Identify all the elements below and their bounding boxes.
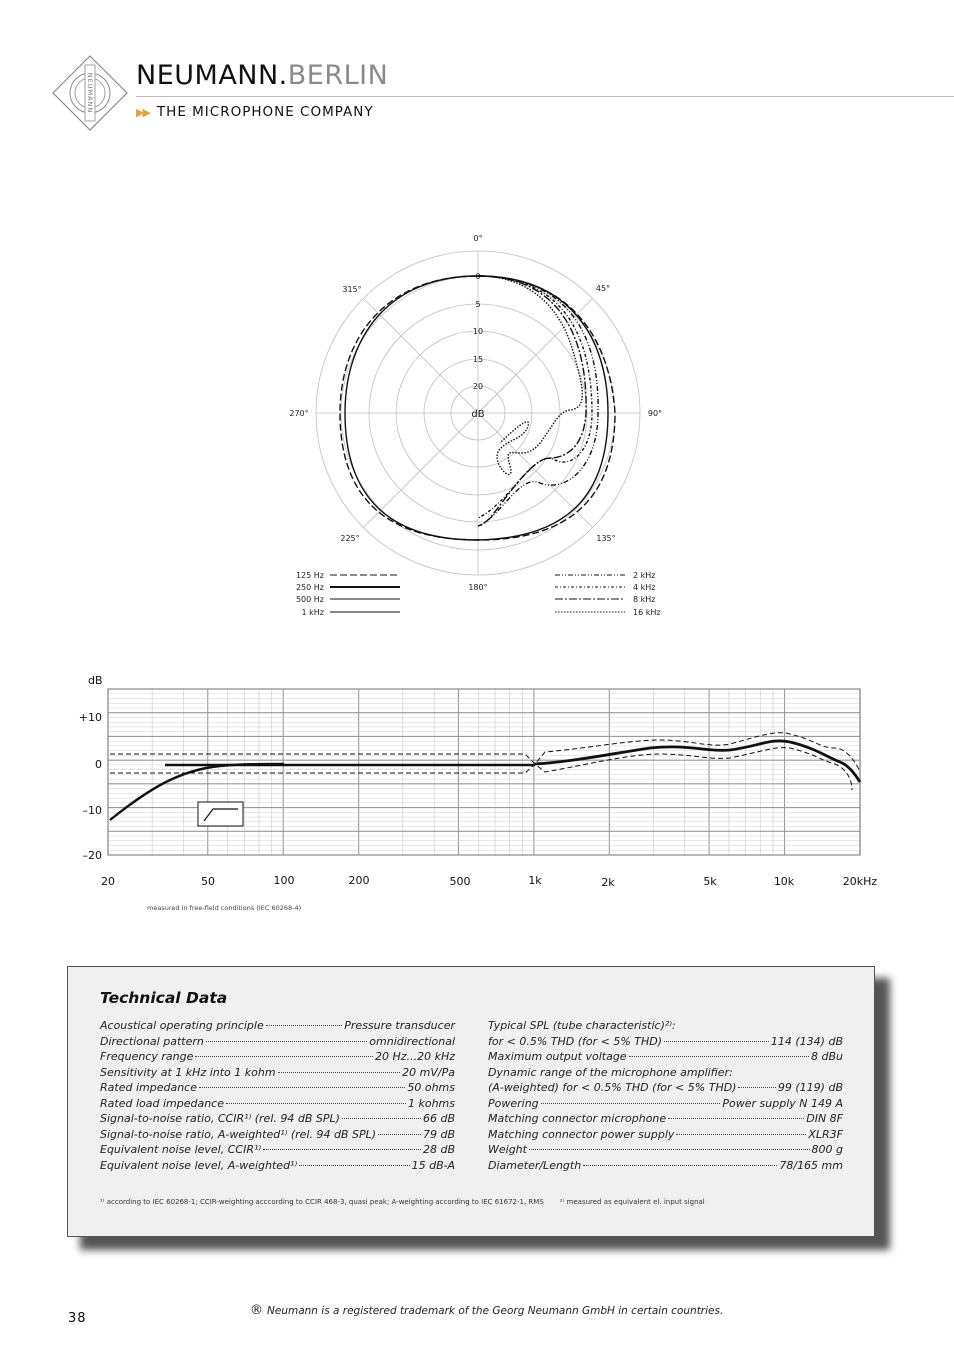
spec-label: for < 0.5% THD (for < 5% THD) xyxy=(488,1034,663,1048)
polar-curve-8khz xyxy=(478,276,586,526)
angle-label-0: 0° xyxy=(473,234,483,243)
spec-value: 15 dB-A xyxy=(411,1158,455,1172)
brand-main: NEUMANN. xyxy=(136,60,288,91)
spec-value: DIN 8F xyxy=(806,1112,843,1125)
spec-list-right xyxy=(488,1019,843,1174)
spec-value: 28 dB xyxy=(422,1143,455,1156)
spec-row xyxy=(100,1112,455,1128)
spec-value: 20 Hz...20 kHz xyxy=(375,1050,455,1063)
polar-curve-125hz-left xyxy=(340,276,481,540)
y-label-minus20: –20 xyxy=(82,849,102,862)
page-number: 38 xyxy=(68,1311,87,1326)
spec-leader-dots xyxy=(206,1041,367,1042)
x-label-20: 20 xyxy=(101,875,115,888)
spec-leader-dots xyxy=(266,1025,343,1026)
spec-group-spl xyxy=(488,1035,843,1066)
x-label-500: 500 xyxy=(449,875,471,888)
y-label-minus10: –10 xyxy=(82,804,102,817)
spec-row xyxy=(488,1097,843,1113)
spec-group-dynamic xyxy=(488,1081,843,1174)
spec-value: 800 g xyxy=(811,1143,843,1156)
angle-label-45: 45° xyxy=(595,284,611,293)
spec-row xyxy=(100,1143,455,1159)
spec-label: Frequency range xyxy=(100,1050,194,1063)
spec-value: 8 dBu xyxy=(811,1050,843,1063)
spec-leader-dots xyxy=(668,1118,804,1119)
spec-value: omnidirectional xyxy=(369,1034,455,1048)
spec-leader-dots xyxy=(199,1087,405,1088)
legend-16khz-label: 16 kHz xyxy=(633,608,661,617)
tagline-text: THE MICROPHONE COMPANY xyxy=(156,104,374,120)
footnotes xyxy=(100,1198,705,1206)
x-label-2k: 2k xyxy=(601,876,615,889)
angle-label-180: 180° xyxy=(468,583,488,592)
spec-leader-dots xyxy=(738,1087,775,1088)
spec-row xyxy=(100,1035,455,1051)
spec-value: 79 dB xyxy=(422,1127,455,1141)
brand-city: BERLIN xyxy=(287,60,389,91)
polar-legend-lines xyxy=(330,575,625,612)
brand-name xyxy=(136,60,388,91)
ring-label-10: 10 xyxy=(472,327,484,336)
spec-value: 20 mV/Pa xyxy=(402,1065,455,1079)
spec-leader-dots xyxy=(226,1103,406,1104)
spec-heading-typical-spl: Typical SPL (tube characteristic)²⁾: xyxy=(488,1019,676,1032)
spec-leader-dots xyxy=(529,1149,810,1150)
y-label-plus10: +10 xyxy=(78,711,102,724)
spec-leader-dots xyxy=(195,1056,373,1057)
ring-label-5: 5 xyxy=(475,300,481,309)
spec-row xyxy=(100,1097,455,1113)
spec-value: 1 kohms xyxy=(407,1096,455,1110)
spec-leader-dots xyxy=(278,1072,401,1073)
x-label-100: 100 xyxy=(273,874,295,887)
spec-row xyxy=(100,1159,455,1175)
spec-row xyxy=(100,1081,455,1097)
x-label-10k: 10k xyxy=(773,875,795,888)
spec-value: Pressure transducer xyxy=(344,1019,455,1032)
frequency-response-chart xyxy=(70,668,890,918)
spec-value: 78/165 mm xyxy=(779,1158,843,1172)
spec-label: Sensitivity at 1 kHz into 1 kohm xyxy=(100,1065,276,1079)
grid-frame xyxy=(108,689,860,855)
spec-leader-dots xyxy=(583,1165,777,1166)
spec-row xyxy=(100,1019,455,1035)
polar-curve-125hz xyxy=(478,276,615,540)
spec-value: 50 ohms xyxy=(407,1081,455,1094)
spec-row xyxy=(488,1159,843,1175)
angle-label-90: 90° xyxy=(647,409,663,418)
neumann-logo-icon xyxy=(52,55,128,131)
angle-label-135: 135° xyxy=(596,534,616,543)
ring-label-0: 0 xyxy=(475,272,481,281)
legend-8khz-label: 8 kHz xyxy=(633,595,656,604)
spec-label: Powering xyxy=(488,1096,539,1110)
spec-leader-dots xyxy=(378,1134,421,1135)
spec-row xyxy=(488,1035,843,1051)
polar-curve-2khz xyxy=(478,276,598,526)
spec-row xyxy=(100,1128,455,1144)
spec-label: Signal-to-noise ratio, A-weighted¹⁾ (rel. 94 dB SPL) xyxy=(100,1127,377,1141)
x-label-1k: 1k xyxy=(528,874,542,887)
ring-label-20: 20 xyxy=(472,382,484,391)
spec-value: XLR3F xyxy=(808,1127,843,1141)
spec-label: Equivalent noise level, CCIR¹⁾ xyxy=(100,1143,262,1156)
header-rule xyxy=(136,96,954,97)
legend-1khz-label: 1 kHz xyxy=(301,608,324,617)
spec-leader-dots xyxy=(629,1056,809,1057)
spec-leader-dots xyxy=(299,1165,410,1166)
spec-row xyxy=(100,1050,455,1066)
spec-heading-dynamic-range: Dynamic range of the microphone amplifier: xyxy=(488,1065,733,1079)
spec-row xyxy=(488,1081,843,1097)
legend-125hz-label: 125 Hz xyxy=(295,571,324,580)
spec-leader-dots xyxy=(342,1118,421,1119)
registered-icon: ® xyxy=(250,1303,263,1318)
technical-data-title: Technical Data xyxy=(100,989,228,1007)
spec-label: Weight xyxy=(488,1143,527,1156)
trademark-text: Neumann is a registered trademark of the Georg Neumann GmbH in certain countries. xyxy=(267,1305,724,1317)
angle-label-270: 270° xyxy=(289,409,309,418)
spec-label: Matching connector microphone xyxy=(488,1112,667,1125)
spec-row xyxy=(488,1112,843,1128)
trademark-notice xyxy=(250,1303,723,1318)
measurement-note: measured in free-field conditions (IEC 60268-4) xyxy=(147,904,302,912)
legend-2khz-label: 2 kHz xyxy=(633,571,656,580)
legend-4khz-label: 4 kHz xyxy=(633,583,656,592)
spec-leader-dots xyxy=(263,1149,421,1150)
x-label-200: 200 xyxy=(348,874,370,887)
polar-pattern-chart xyxy=(270,228,690,623)
spec-value: Power supply N 149 A xyxy=(722,1096,843,1110)
spec-row xyxy=(488,1128,843,1144)
legend-250hz-label: 250 Hz xyxy=(295,583,324,592)
spec-row xyxy=(488,1050,843,1066)
x-label-50: 50 xyxy=(201,875,215,888)
spec-label: (A-weighted) for < 0.5% THD (for < 5% THD) xyxy=(488,1081,737,1094)
spec-label: Diameter/Length xyxy=(488,1158,582,1172)
tagline-arrows-icon: ▶▶ xyxy=(136,106,149,119)
polar-center-label: dB xyxy=(471,409,485,420)
spec-label: Acoustical operating principle xyxy=(100,1019,264,1032)
spec-label: Matching connector power supply xyxy=(488,1127,675,1141)
spec-value: 114 (134) dB xyxy=(770,1034,843,1048)
footnote-2: ²⁾ measured as equivalent el. input signal xyxy=(559,1198,705,1206)
spec-label: Signal-to-noise ratio, CCIR¹⁾ (rel. 94 dB SPL) xyxy=(100,1112,340,1125)
response-highpass xyxy=(110,764,284,820)
spec-list-left xyxy=(100,1019,455,1174)
x-label-20khz: 20kHz xyxy=(842,875,878,888)
spec-row xyxy=(488,1143,843,1159)
spec-leader-dots xyxy=(664,1041,769,1042)
logo-letters: NEUMANN xyxy=(86,72,94,114)
spec-value: 66 dB xyxy=(422,1112,455,1125)
highpass-switch-icon xyxy=(198,802,243,826)
legend-500hz-label: 500 Hz xyxy=(295,595,324,604)
spec-leader-dots xyxy=(676,1134,806,1135)
angle-label-225: 225° xyxy=(340,534,360,543)
freq-grid xyxy=(108,689,860,855)
y-label-0: 0 xyxy=(95,758,102,771)
footnote-1: ¹⁾ according to IEC 60268-1; CCIR-weighting acccording to CCIR 468-3, quasi peak; A-weighting according to IEC 61672-1, RMS xyxy=(100,1198,544,1206)
x-label-5k: 5k xyxy=(703,875,717,888)
tagline xyxy=(136,104,374,120)
spec-label: Rated load impedance xyxy=(100,1096,224,1110)
spec-row xyxy=(100,1066,455,1082)
spec-label: Equivalent noise level, A-weighted¹⁾ xyxy=(100,1158,298,1172)
spec-label: Directional pattern xyxy=(100,1034,204,1048)
spec-label: Rated impedance xyxy=(100,1081,197,1094)
angle-label-315: 315° xyxy=(342,285,362,294)
response-main xyxy=(535,741,860,782)
ring-label-15: 15 xyxy=(472,355,484,364)
y-unit-label: dB xyxy=(88,674,103,687)
spec-label: Maximum output voltage xyxy=(488,1050,627,1063)
spec-value: 99 (119) dB xyxy=(777,1081,843,1094)
spec-leader-dots xyxy=(541,1103,721,1104)
